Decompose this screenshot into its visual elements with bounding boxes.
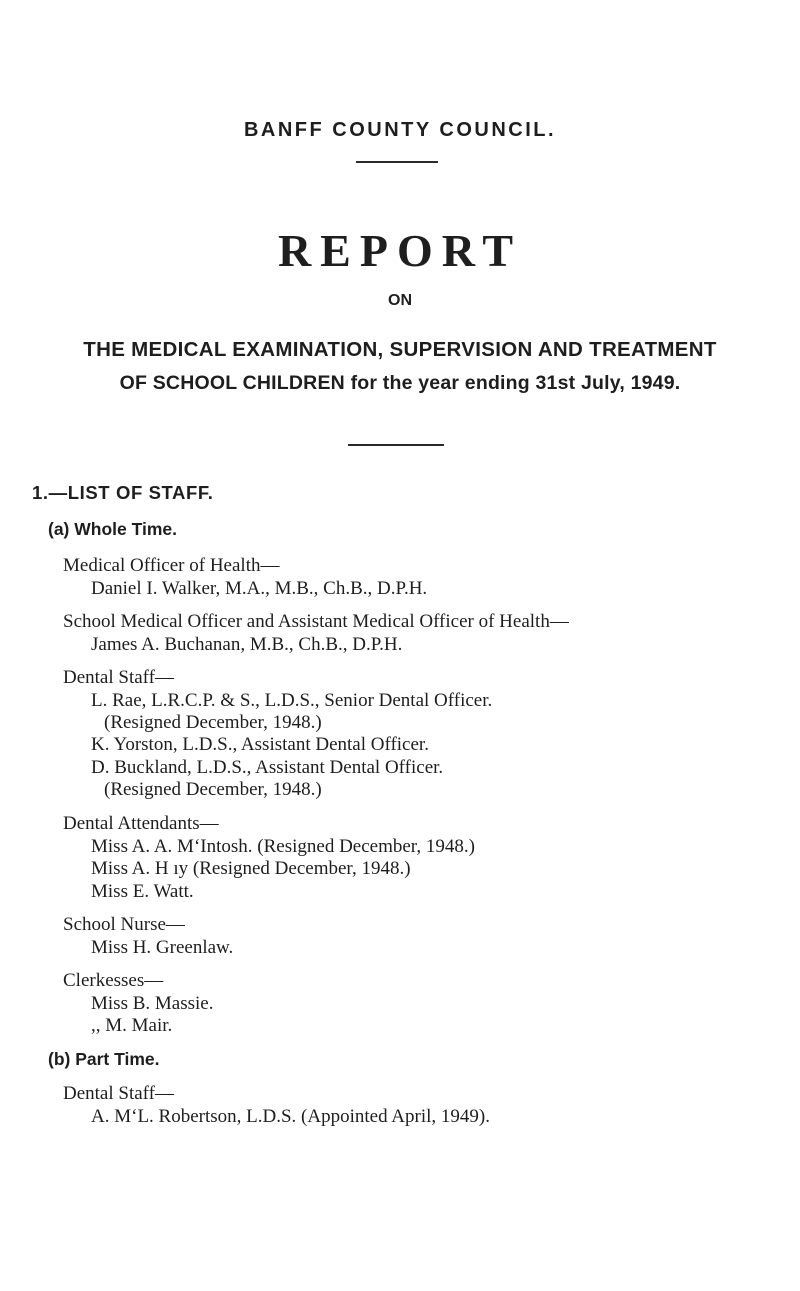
dental-attendant-entry: Miss A. A. M‘Intosh. (Resigned December, 1948.)	[91, 836, 475, 857]
dental-staff-entry: K. Yorston, L.D.S., Assistant Dental Officer.	[91, 734, 429, 755]
clerkess-entry: Miss B. Massie.	[91, 993, 214, 1014]
report-title: REPORT	[277, 225, 523, 276]
report-subject-line-1: THE MEDICAL EXAMINATION, SUPERVISION AND TREATMENT	[83, 338, 717, 361]
school-nurse-label: School Nurse—	[63, 914, 185, 935]
dental-staff-entry: D. Buckland, L.D.S., Assistant Dental Officer.	[91, 757, 444, 778]
dental-attendant-entry: Miss E. Watt.	[91, 881, 194, 902]
clerkess-entry: ,, M. Mair.	[91, 1015, 173, 1036]
section-heading: 1.—LIST OF STAFF.	[32, 482, 214, 503]
smo-name: James A. Buchanan, M.B., Ch.B., D.P.H.	[91, 634, 403, 655]
report-subject-line-2: OF SCHOOL CHILDREN for the year ending 31st July, 1949.	[119, 372, 681, 394]
whole-time-heading: (a) Whole Time.	[48, 519, 177, 539]
council-name: BANFF COUNTY COUNCIL.	[243, 119, 557, 141]
dental-attendant-entry: Miss A. H ıy (Resigned December, 1948.)	[91, 858, 411, 879]
dental-staff-note: (Resigned December, 1948.)	[104, 712, 322, 733]
clerkesses-label: Clerkesses—	[63, 970, 164, 991]
part-time-dental-entry: A. M‘L. Robertson, L.D.S. (Appointed April, 1949).	[91, 1106, 490, 1127]
part-time-heading: (b) Part Time.	[48, 1049, 160, 1069]
moh-name: Daniel I. Walker, M.A., M.B., Ch.B., D.P.H.	[91, 578, 428, 599]
moh-label: Medical Officer of Health—	[63, 555, 280, 576]
smo-label: School Medical Officer and Assistant Medical Officer of Health—	[63, 611, 569, 632]
dental-attendants-label: Dental Attendants—	[63, 813, 219, 834]
divider-rule	[348, 444, 444, 446]
dental-staff-label: Dental Staff—	[63, 667, 174, 688]
dental-staff-note: (Resigned December, 1948.)	[104, 779, 322, 800]
divider-short	[356, 161, 438, 163]
dental-staff-entry: L. Rae, L.R.C.P. & S., L.D.S., Senior Dental Officer.	[91, 690, 493, 711]
school-nurse-entry: Miss H. Greenlaw.	[91, 937, 234, 958]
report-on: ON	[388, 292, 412, 309]
part-time-dental-label: Dental Staff—	[63, 1083, 174, 1104]
